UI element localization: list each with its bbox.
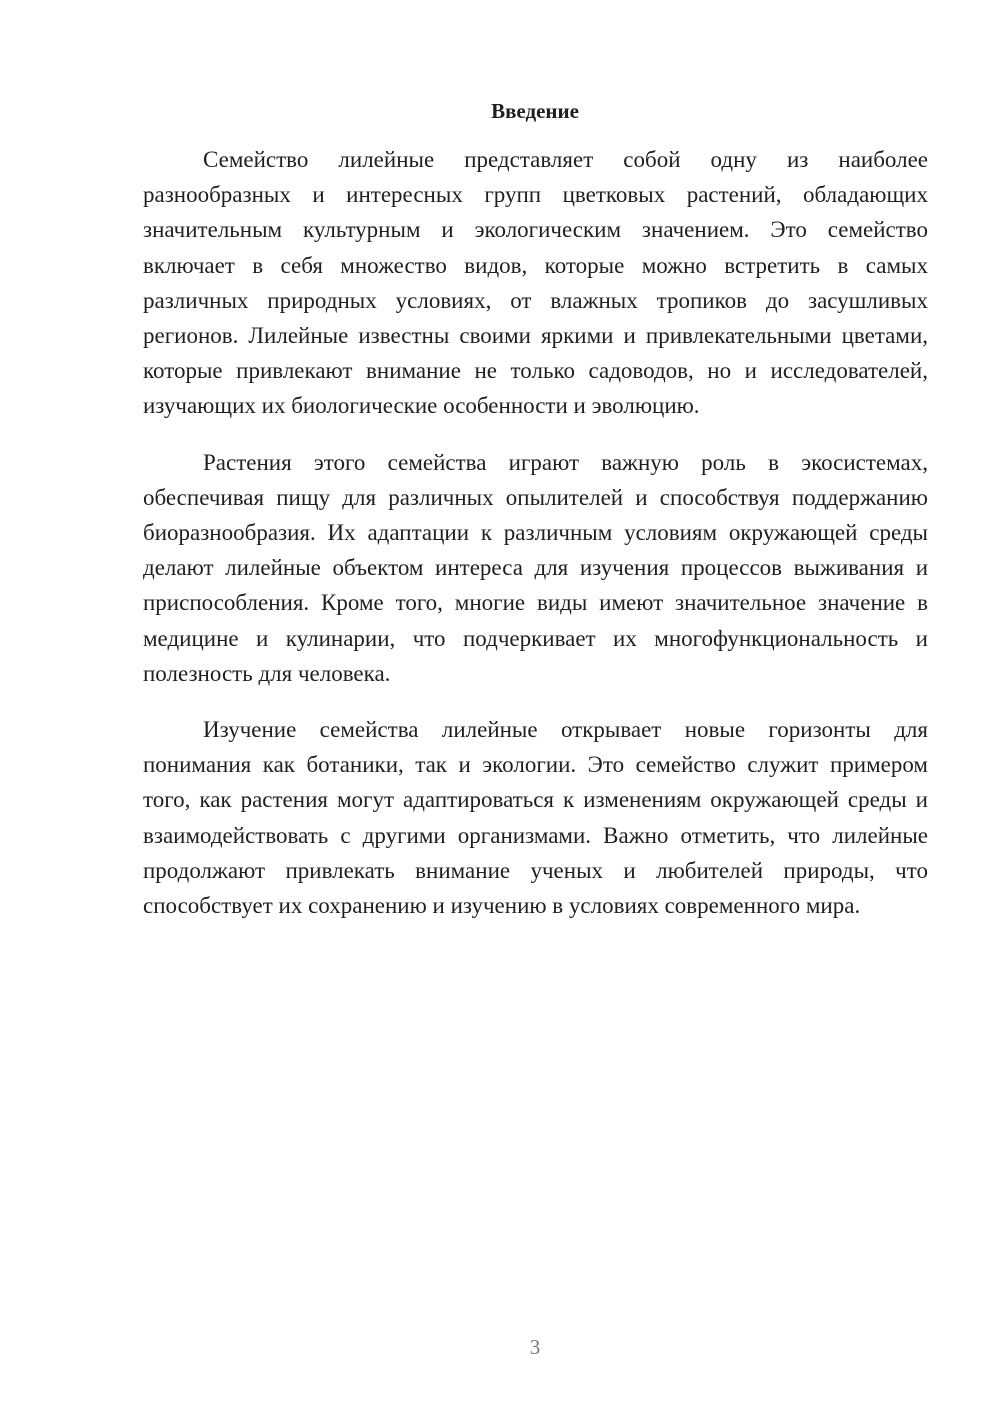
paragraph-3: Изучение семейства лилейные открывает новые горизонты для понимания как ботаники, так и экологии. Это семейство служит примером того, как растения могут адаптироваться к изменениям окружающей среды и взаимодействовать с другими организмами. Важно отметить, что лилейные продолжают привлекать внимание ученых и любителей природы, что способствует их сохранению и изучению в условиях современного мира. xyxy=(143,717,928,919)
body-text xyxy=(143,142,928,944)
section-heading: Введение xyxy=(491,99,579,123)
paragraph-1: Семейство лилейные представляет собой одну из наиболее разнообразных и интересных групп цветковых растений, обладающих значительным культурным и экологическим значением. Это семейство включает в себя множество видов, которые можно встретить в самых различных природных условиях, от влажных тропиков до засушливых регионов. Лилейные известны своими яркими и привлекательными цветами, которые привлекают внимание не только садоводов, но и исследователей, изучающих их биологические особенности и эволюцию. xyxy=(143,147,928,419)
paragraph-2: Растения этого семейства играют важную роль в экосистемах, обеспечивая пищу для различных опылителей и способствуя поддержанию биоразнообразия. Их адаптации к различным условиям окружающей среды делают лилейные объектом интереса для изучения процессов выживания и приспособления. Кроме того, многие виды имеют значительное значение в медицине и кулинарии, что подчеркивает их многофункциональность и полезность для человека. xyxy=(143,449,928,686)
page-number: 3 xyxy=(529,1335,541,1359)
